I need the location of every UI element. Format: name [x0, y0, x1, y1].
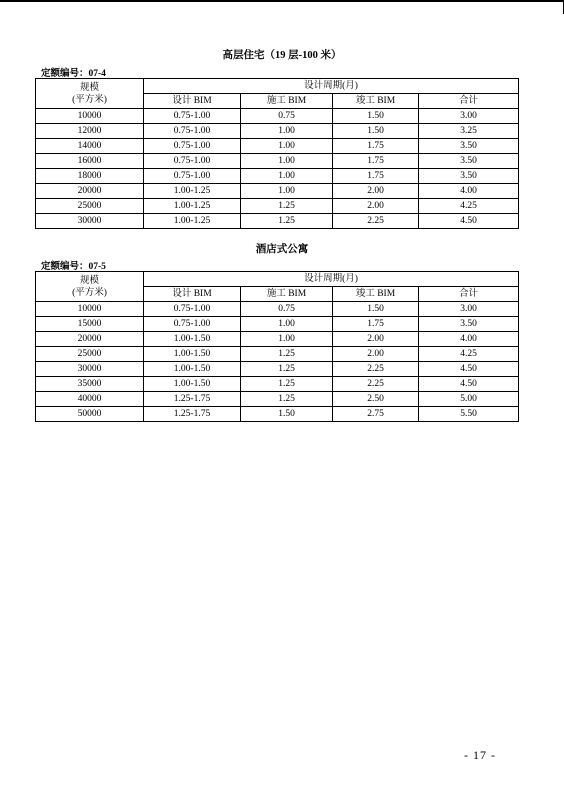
quota-code: 定额编号：07-5 [41, 262, 106, 272]
construction-cell: 1.00 [241, 154, 333, 169]
scale-cell: 14000 [36, 139, 144, 154]
construction-cell: 1.00 [241, 317, 333, 332]
total-cell: 4.50 [419, 362, 519, 377]
total-cell: 4.50 [419, 214, 519, 229]
scale-cell: 20000 [36, 332, 144, 347]
completion-cell: 2.50 [333, 392, 419, 407]
construction-cell: 1.25 [241, 347, 333, 362]
total-cell: 3.50 [419, 139, 519, 154]
design-cell: 1.00-1.25 [144, 199, 241, 214]
table-row [36, 392, 519, 407]
completion-cell: 1.75 [333, 139, 419, 154]
design-cell: 1.00-1.25 [144, 184, 241, 199]
total-cell: 4.00 [419, 184, 519, 199]
construction-cell: 1.25 [241, 199, 333, 214]
scale-cell: 25000 [36, 347, 144, 362]
construction-cell: 1.00 [241, 124, 333, 139]
completion-cell: 1.50 [333, 109, 419, 124]
col-header-design: 设计 BIM [144, 287, 241, 302]
scale-cell: 18000 [36, 169, 144, 184]
completion-cell: 2.00 [333, 184, 419, 199]
design-cell: 1.00-1.50 [144, 347, 241, 362]
bim-period-table [35, 78, 519, 229]
total-cell: 3.00 [419, 302, 519, 317]
construction-cell: 1.00 [241, 169, 333, 184]
scale-cell: 10000 [36, 302, 144, 317]
scale-cell: 30000 [36, 362, 144, 377]
total-cell: 3.50 [419, 317, 519, 332]
construction-cell: 0.75 [241, 302, 333, 317]
construction-cell: 1.25 [241, 377, 333, 392]
total-cell: 4.50 [419, 377, 519, 392]
unit-label: (平方米) [72, 287, 107, 298]
completion-cell: 1.50 [333, 124, 419, 139]
scale-cell: 35000 [36, 377, 144, 392]
scale-cell: 10000 [36, 109, 144, 124]
scale-label: 规模 [79, 82, 99, 93]
scale-label: 规模 [79, 275, 99, 286]
completion-cell: 2.00 [333, 332, 419, 347]
completion-cell: 2.25 [333, 362, 419, 377]
total-cell: 3.50 [419, 154, 519, 169]
design-cell: 0.75-1.00 [144, 317, 241, 332]
unit-label: (平方米) [72, 94, 107, 105]
scale-cell: 16000 [36, 154, 144, 169]
table-row [36, 214, 519, 229]
design-cell: 1.25-1.75 [144, 392, 241, 407]
construction-cell: 1.25 [241, 392, 333, 407]
design-cell: 0.75-1.00 [144, 139, 241, 154]
col-header-completion: 竣工 BIM [333, 287, 419, 302]
design-cell: 1.00-1.50 [144, 362, 241, 377]
completion-cell: 1.75 [333, 154, 419, 169]
construction-cell: 1.50 [241, 407, 333, 422]
table-row [36, 124, 519, 139]
scale-cell: 50000 [36, 407, 144, 422]
col-header-total: 合计 [419, 94, 519, 109]
total-cell: 4.25 [419, 199, 519, 214]
construction-cell: 1.00 [241, 139, 333, 154]
scale-cell: 15000 [36, 317, 144, 332]
design-cell: 1.00-1.25 [144, 214, 241, 229]
construction-cell: 1.00 [241, 332, 333, 347]
completion-cell: 1.75 [333, 169, 419, 184]
table-title: 酒店式公寓 [255, 244, 309, 255]
completion-cell: 1.50 [333, 302, 419, 317]
scale-cell: 40000 [36, 392, 144, 407]
period-header: 设计周期(月) [144, 79, 519, 94]
design-cell: 0.75-1.00 [144, 302, 241, 317]
completion-cell: 2.25 [333, 377, 419, 392]
design-cell: 0.75-1.00 [144, 109, 241, 124]
total-cell: 3.00 [419, 109, 519, 124]
table-row [36, 199, 519, 214]
table-row [36, 139, 519, 154]
bim-period-table [35, 271, 519, 422]
total-cell: 3.25 [419, 124, 519, 139]
completion-cell: 2.75 [333, 407, 419, 422]
period-header: 设计周期(月) [144, 272, 519, 287]
design-cell: 0.75-1.00 [144, 124, 241, 139]
scale-header [36, 79, 144, 109]
col-header-construction: 施工 BIM [241, 287, 333, 302]
table-row [36, 332, 519, 347]
col-header-completion: 竣工 BIM [333, 94, 419, 109]
total-cell: 4.00 [419, 332, 519, 347]
scale-cell: 12000 [36, 124, 144, 139]
completion-cell: 2.25 [333, 214, 419, 229]
table-row [36, 154, 519, 169]
design-cell: 1.00-1.50 [144, 332, 241, 347]
design-cell: 1.25-1.75 [144, 407, 241, 422]
total-cell: 5.50 [419, 407, 519, 422]
construction-cell: 0.75 [241, 109, 333, 124]
col-header-total: 合计 [419, 287, 519, 302]
construction-cell: 1.00 [241, 184, 333, 199]
table-row [36, 377, 519, 392]
table-row [36, 302, 519, 317]
table-row [36, 407, 519, 422]
completion-cell: 1.75 [333, 317, 419, 332]
construction-cell: 1.25 [241, 362, 333, 377]
completion-cell: 2.00 [333, 347, 419, 362]
construction-cell: 1.25 [241, 214, 333, 229]
scale-cell: 30000 [36, 214, 144, 229]
scale-cell: 20000 [36, 184, 144, 199]
table-row [36, 317, 519, 332]
design-cell: 0.75-1.00 [144, 169, 241, 184]
table-row [36, 362, 519, 377]
col-header-construction: 施工 BIM [241, 94, 333, 109]
design-cell: 0.75-1.00 [144, 154, 241, 169]
scale-cell: 25000 [36, 199, 144, 214]
table-row [36, 347, 519, 362]
scale-header [36, 272, 144, 302]
completion-cell: 2.00 [333, 199, 419, 214]
total-cell: 5.00 [419, 392, 519, 407]
table-title: 高层住宅（19 层-100 米） [222, 50, 342, 61]
table-row [36, 169, 519, 184]
page-number: - 17 - [464, 748, 496, 762]
quota-code: 定额编号：07-4 [41, 69, 106, 79]
design-cell: 1.00-1.50 [144, 377, 241, 392]
total-cell: 4.25 [419, 347, 519, 362]
table-row [36, 109, 519, 124]
table-row [36, 184, 519, 199]
total-cell: 3.50 [419, 169, 519, 184]
col-header-design: 设计 BIM [144, 94, 241, 109]
page-top-rule [0, 0, 564, 2]
